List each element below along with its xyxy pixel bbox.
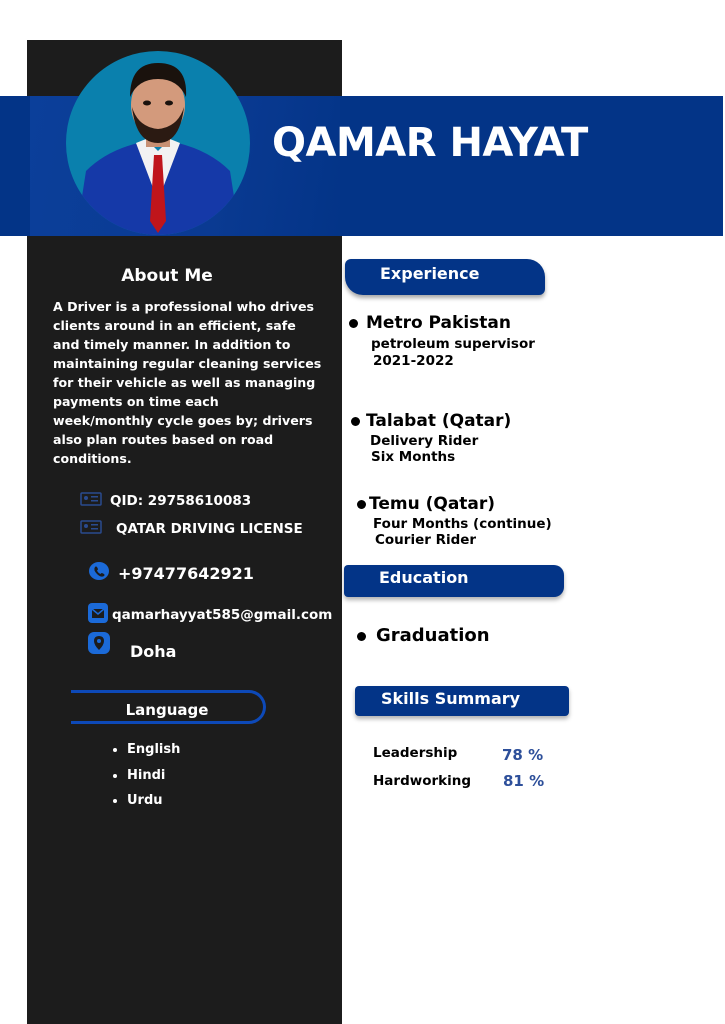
qid-row (80, 492, 251, 510)
job-item (351, 411, 511, 465)
skills-title: Skills Summary (355, 686, 569, 716)
phone-icon (88, 561, 110, 585)
education-title: Education (344, 565, 564, 597)
job-role: petroleum supervisor (371, 336, 535, 352)
about-title: About Me (121, 266, 213, 286)
job-period: Courier Rider (375, 532, 477, 548)
location-pin-icon (88, 632, 110, 658)
skill-name: Hardworking (373, 773, 472, 789)
job-company: Temu (Qatar) (369, 494, 496, 514)
about-text: A Driver is a professional who drives clients around in an efficient, safe and timely manner. In addition to maintaining regular cleaning services for their vehicle as well as managing payments on time each week/monthly cycle goes by; drivers also plan routes based on road conditions. (53, 299, 322, 466)
job-role: Delivery Rider (370, 433, 479, 449)
job-period: 2021-2022 (373, 353, 454, 369)
skill-value: 78 % (502, 746, 544, 764)
bullet-icon (349, 319, 358, 328)
phone-text[interactable]: +97477642921 (118, 563, 254, 583)
location-row (88, 632, 177, 661)
qid-text: QID: 29758610083 (110, 493, 252, 509)
experience-title: Experience (345, 259, 545, 295)
language-list (105, 739, 180, 816)
license-card-icon (80, 520, 102, 538)
job-item (349, 313, 535, 369)
license-text: QATAR DRIVING LICENSE (116, 521, 303, 537)
language-item: • Hindi (127, 765, 180, 791)
bullet-icon (351, 417, 360, 426)
job-item (357, 494, 552, 548)
job-company: Metro Pakistan (366, 313, 511, 333)
language-item: • Urdu (127, 790, 180, 816)
job-period: Six Months (371, 449, 456, 465)
education-degree: Graduation (376, 625, 490, 646)
bullet-icon (357, 500, 366, 509)
language-title: Language (71, 690, 266, 724)
bullet-icon (357, 632, 366, 641)
location-text: Doha (130, 641, 177, 661)
education-item (357, 626, 490, 646)
skill-value: 81 % (503, 772, 545, 790)
email-text[interactable]: qamarhayyat585@gmail.com (112, 607, 333, 623)
resume-name: QAMAR HAYAT (272, 120, 588, 166)
skill-name: Leadership (373, 745, 458, 761)
id-card-icon (80, 492, 102, 510)
job-company: Talabat (Qatar) (366, 411, 512, 431)
language-item: • English (127, 739, 180, 765)
email-row (88, 603, 332, 627)
phone-row (88, 561, 254, 585)
job-role: Four Months (continue) (373, 516, 552, 532)
email-icon (88, 603, 108, 627)
profile-photo (66, 51, 250, 235)
license-row (80, 520, 303, 538)
